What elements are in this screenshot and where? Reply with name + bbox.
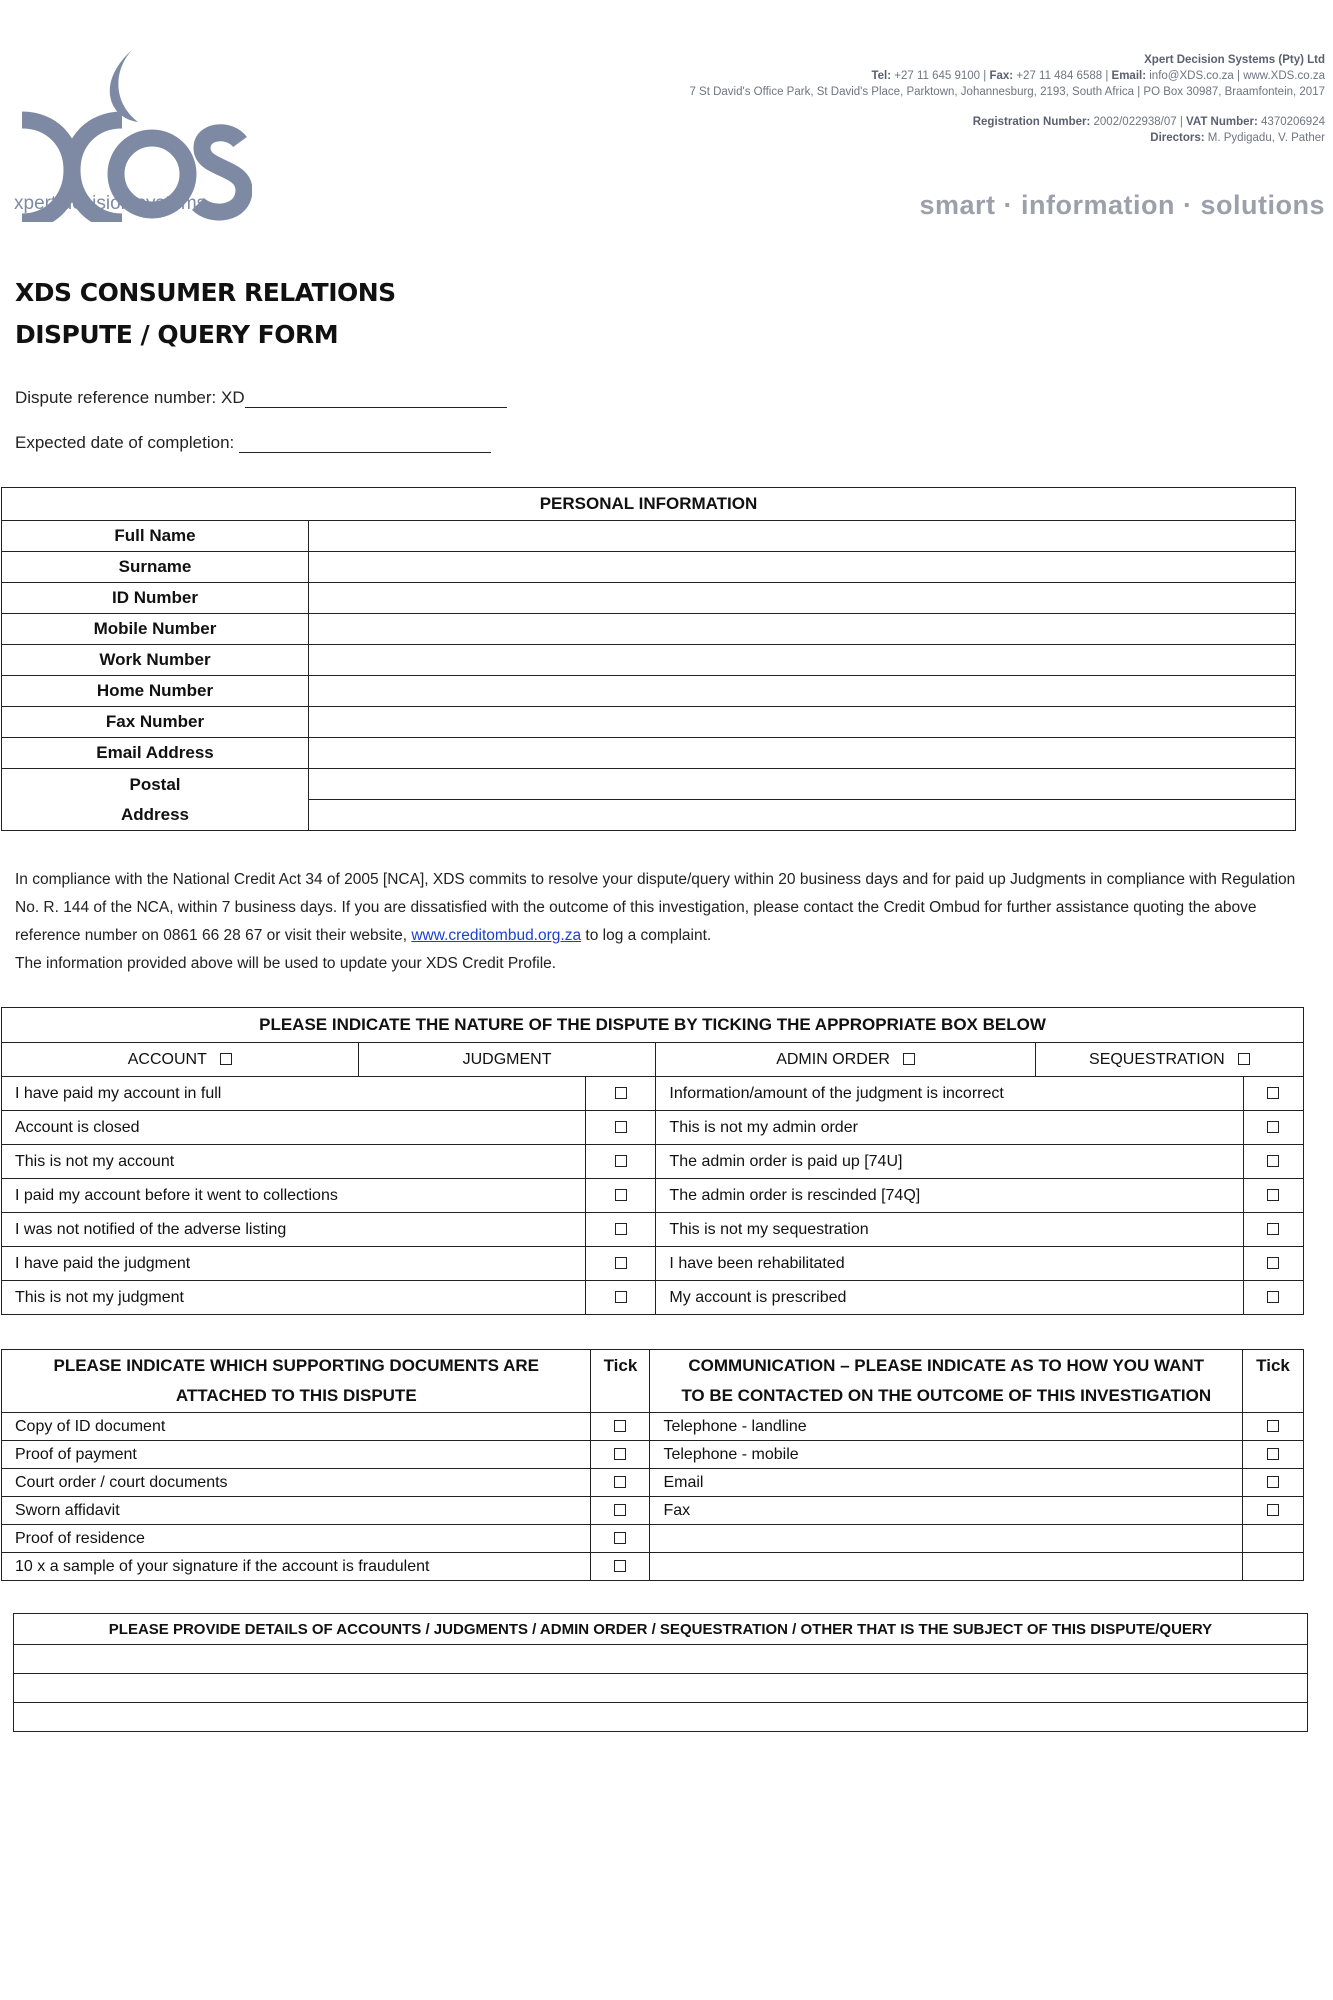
table-row (2, 1145, 1304, 1179)
checkbox[interactable] (1267, 1420, 1279, 1432)
registration-label: Registration Number: (972, 116, 1091, 128)
email-label: Email: (1111, 70, 1147, 82)
checkbox[interactable] (614, 1560, 626, 1572)
table-row (2, 1281, 1304, 1315)
communication-heading-line-2: TO BE CONTACTED ON THE OUTCOME OF THIS INVESTIGATION (681, 1386, 1212, 1405)
checkbox[interactable] (614, 1532, 626, 1544)
row-label: Home Number (2, 676, 309, 707)
checkbox[interactable] (1267, 1189, 1279, 1201)
details-input-2[interactable] (14, 1674, 1308, 1703)
dispute-option: I have paid the judgment (2, 1247, 586, 1281)
table-row (2, 1111, 1304, 1145)
table-row (2, 583, 1296, 614)
email-value: info@XDS.co.za (1149, 70, 1234, 82)
table-row (2, 1350, 1304, 1413)
checkbox[interactable] (614, 1448, 626, 1460)
checkbox[interactable] (1267, 1087, 1279, 1099)
table-row (14, 1645, 1308, 1674)
id-number-input[interactable] (309, 583, 1296, 614)
table-row (2, 676, 1296, 707)
postal-address-label (2, 769, 309, 831)
document-option: Proof of payment (2, 1441, 591, 1469)
dispute-option: I have been rehabilitated (656, 1247, 1244, 1281)
vat-value: 4370206924 (1261, 116, 1325, 128)
row-label: Mobile Number (2, 614, 309, 645)
row-label: Email Address (2, 738, 309, 769)
document-option: Court order / court documents (2, 1469, 591, 1497)
admin-order-checkbox[interactable] (903, 1053, 915, 1065)
communication-option: Fax (650, 1497, 1243, 1525)
details-heading: PLEASE PROVIDE DETAILS OF ACCOUNTS / JUDGMENTS / ADMIN ORDER / SEQUESTRATION / OTHER THAT IS THE SUBJECT OF THIS DISPUTE/QUERY (14, 1614, 1308, 1645)
empty-cell (1243, 1525, 1304, 1553)
tel-value: +27 11 645 9100 (894, 70, 981, 82)
row-label: Surname (2, 552, 309, 583)
table-row (2, 1497, 1304, 1525)
document-option: Sworn affidavit (2, 1497, 591, 1525)
communication-heading (650, 1350, 1243, 1413)
table-row (2, 521, 1296, 552)
form-title (15, 272, 396, 356)
empty-cell (650, 1553, 1243, 1581)
table-row (2, 552, 1296, 583)
checkbox[interactable] (615, 1121, 627, 1133)
reference-input-line[interactable] (245, 389, 507, 408)
email-address-input[interactable] (309, 738, 1296, 769)
table-row (14, 1703, 1308, 1732)
title-line-2: DISPUTE / QUERY FORM (15, 320, 339, 349)
surname-input[interactable] (309, 552, 1296, 583)
company-name: Xpert Decision Systems (Pty) Ltd (1144, 54, 1325, 66)
personal-information-table (1, 487, 1296, 831)
row-label: Work Number (2, 645, 309, 676)
dispute-nature-table (1, 1007, 1304, 1315)
document-option: Copy of ID document (2, 1413, 591, 1441)
checkbox[interactable] (1267, 1223, 1279, 1235)
postal-address-input-1[interactable] (309, 769, 1296, 800)
empty-cell (650, 1525, 1243, 1553)
postal-address-input-2[interactable] (309, 800, 1296, 831)
table-row (2, 1441, 1304, 1469)
checkbox[interactable] (614, 1420, 626, 1432)
table-row (2, 645, 1296, 676)
registration-value: 2002/022938/07 (1093, 116, 1177, 128)
checkbox[interactable] (1267, 1291, 1279, 1303)
work-number-input[interactable] (309, 645, 1296, 676)
table-row (2, 1179, 1304, 1213)
checkbox[interactable] (614, 1476, 626, 1488)
checkbox[interactable] (1267, 1121, 1279, 1133)
completion-label: Expected date of completion: (15, 433, 235, 452)
checkbox[interactable] (1267, 1476, 1279, 1488)
completion-field (15, 433, 491, 453)
dispute-heading: PLEASE INDICATE THE NATURE OF THE DISPUTE BY TICKING THE APPROPRIATE BOX BELOW (2, 1008, 1304, 1043)
category-label: JUDGMENT (462, 1050, 552, 1068)
checkbox[interactable] (615, 1257, 627, 1269)
dispute-option: The admin order is rescinded [74Q] (656, 1179, 1244, 1213)
documents-heading-line-1: PLEASE INDICATE WHICH SUPPORTING DOCUMENTS ARE (53, 1356, 539, 1375)
fax-value: +27 11 484 6588 (1016, 70, 1103, 82)
checkbox[interactable] (1267, 1257, 1279, 1269)
logo-tagline: xpert decision systems (14, 193, 207, 214)
documents-tick-header: Tick (591, 1350, 650, 1413)
dispute-option: This is not my sequestration (656, 1213, 1244, 1247)
dispute-option: This is not my account (2, 1145, 586, 1179)
communication-option: Email (650, 1469, 1243, 1497)
checkbox[interactable] (615, 1155, 627, 1167)
dispute-option: My account is prescribed (656, 1281, 1244, 1315)
table-row (14, 1674, 1308, 1703)
empty-cell (1243, 1553, 1304, 1581)
dispute-option: I was not notified of the adverse listing (2, 1213, 586, 1247)
address: 7 St David's Office Park, St David's Place, Parktown, Johannesburg, 2193, South Africa | PO Box 30987, Braamfontein, 2017 (689, 86, 1325, 98)
table-row (2, 1525, 1304, 1553)
category-label: ACCOUNT (127, 1050, 207, 1068)
company-details: Xpert Decision Systems (Pty) Ltd Tel: +27 11 645 9100 | Fax: +27 11 484 6588 | Email: info@XDS.co.za | www.XDS.co.za 7 St David's Office Park, St David's Place, Parktown, Johannesburg, 2193, South Africa | PO Box 30987, Braamfontein, 2017 Registration Number: 2002/022938/07 | VAT Number: 4370206924 Directors: M. Pydigadu, V. Pather (689, 54, 1325, 144)
table-row (2, 1247, 1304, 1281)
table-row (2, 1077, 1304, 1111)
checkbox[interactable] (1267, 1155, 1279, 1167)
table-row (2, 1043, 1304, 1077)
row-label: Full Name (2, 521, 309, 552)
category-label: ADMIN ORDER (776, 1050, 890, 1068)
category-label: SEQUESTRATION (1089, 1050, 1225, 1068)
vat-label: VAT Number: (1186, 116, 1258, 128)
compliance-paragraph (15, 866, 1315, 978)
dispute-option: I paid my account before it went to collections (2, 1179, 586, 1213)
checkbox[interactable] (615, 1223, 627, 1235)
sequestration-checkbox[interactable] (1238, 1053, 1250, 1065)
category-admin-order (656, 1043, 1036, 1077)
details-input-1[interactable] (14, 1645, 1308, 1674)
fax-label: Fax: (989, 70, 1014, 82)
credit-ombud-link[interactable]: www.creditombud.org.za (411, 927, 582, 944)
dispute-option: Information/amount of the judgment is incorrect (656, 1077, 1244, 1111)
dispute-option: I have paid my account in full (2, 1077, 586, 1111)
title-line-1: XDS CONSUMER RELATIONS (15, 278, 396, 307)
tel-label: Tel: (871, 70, 892, 82)
mobile-number-input[interactable] (309, 614, 1296, 645)
table-row (2, 1469, 1304, 1497)
fax-number-input[interactable] (309, 707, 1296, 738)
table-row (2, 614, 1296, 645)
category-judgment (358, 1043, 656, 1077)
full-name-input[interactable] (309, 521, 1296, 552)
reference-field (15, 388, 507, 408)
personal-heading: PERSONAL INFORMATION (2, 488, 1296, 521)
dispute-option: Account is closed (2, 1111, 586, 1145)
table-row (2, 1213, 1304, 1247)
postal-line-1: Postal (129, 774, 181, 794)
compliance-text: In compliance with the National Credit Act 34 of 2005 [NCA], XDS commits to resolve your dispute/query within 20 business days and for paid up Judgments in compliance with Regulation No. R. 144 of the NCA, within 7 business days. If you are dissatisfied with the outcome of this investigation, please contact the Credit Ombud for further assistance quoting the above reference number on 0861 66 28 67 or visit their website, (15, 871, 1296, 944)
row-label: ID Number (2, 583, 309, 614)
dispute-option: The admin order is paid up [74U] (656, 1145, 1244, 1179)
reference-label: Dispute reference number: XD (15, 388, 245, 407)
communication-option: Telephone - mobile (650, 1441, 1243, 1469)
documents-heading (2, 1350, 591, 1413)
dispute-option: This is not my judgment (2, 1281, 586, 1315)
directors-label: Directors: (1150, 132, 1205, 144)
table-row (2, 1413, 1304, 1441)
communication-heading-line-1: COMMUNICATION – PLEASE INDICATE AS TO HOW YOU WANT (688, 1356, 1205, 1375)
slogan: smart · information · solutions (919, 190, 1325, 220)
compliance-text-end: to log a complaint. (585, 927, 712, 944)
website-value: www.XDS.co.za (1243, 70, 1325, 82)
home-number-input[interactable] (309, 676, 1296, 707)
documents-communication-table (1, 1349, 1304, 1581)
table-row (2, 707, 1296, 738)
checkbox[interactable] (614, 1504, 626, 1516)
category-account (2, 1043, 359, 1077)
dispute-option: This is not my admin order (656, 1111, 1244, 1145)
documents-heading-line-2: ATTACHED TO THIS DISPUTE (175, 1386, 417, 1405)
table-row (2, 769, 1296, 800)
checkbox[interactable] (615, 1189, 627, 1201)
details-input-3[interactable] (14, 1703, 1308, 1732)
communication-tick-header: Tick (1243, 1350, 1304, 1413)
communication-option: Telephone - landline (650, 1413, 1243, 1441)
completion-input-line[interactable] (239, 434, 491, 453)
directors-value: M. Pydigadu, V. Pather (1207, 132, 1325, 144)
row-label: Fax Number (2, 707, 309, 738)
checkbox[interactable] (615, 1087, 627, 1099)
checkbox[interactable] (1267, 1448, 1279, 1460)
checkbox[interactable] (1267, 1504, 1279, 1516)
table-row (2, 738, 1296, 769)
compliance-line-2: The information provided above will be used to update your XDS Credit Profile. (15, 955, 557, 972)
document-option: Proof of residence (2, 1525, 591, 1553)
checkbox[interactable] (615, 1291, 627, 1303)
category-sequestration (1036, 1043, 1304, 1077)
dispute-details-table (13, 1613, 1308, 1732)
postal-line-2: Address (120, 804, 190, 824)
table-row (2, 1553, 1304, 1581)
account-checkbox[interactable] (220, 1053, 232, 1065)
document-option: 10 x a sample of your signature if the account is fraudulent (2, 1553, 591, 1581)
